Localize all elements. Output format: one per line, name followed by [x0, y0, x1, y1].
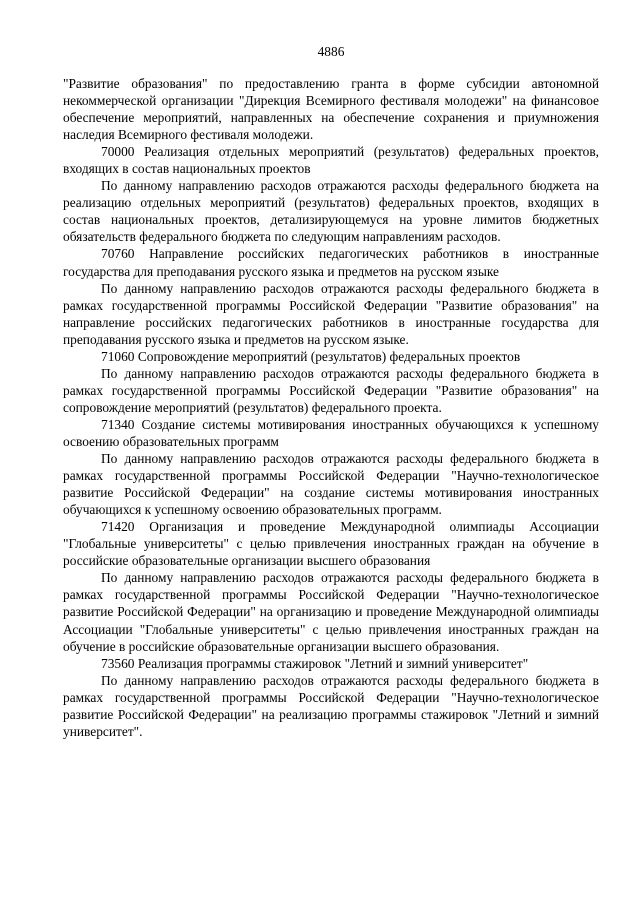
- paragraph-70000-description: По данному направлению расходов отражаются расходы федерального бюджета на реализацию отдельных мероприятий (результатов) федеральных проектов, входящих в состав национальных проектов, детализирующемуся на уровне лимитов бюджетных обязательств федерального бюджета по следующим направлениям расходов.: [63, 178, 599, 245]
- paragraph-73560-description: По данному направлению расходов отражаются расходы федерального бюджета в рамках государственной программы Российской Федерации "Научно-технологическое развитие Российской Федерации" на реализацию программы стажировок "Летний и зимний университет".: [63, 672, 599, 739]
- section-heading-73560: 73560 Реализация программы стажировок "Летний и зимний университет": [101, 655, 529, 671]
- section-heading-70000: 70000 Реализация отдельных мероприятий (результатов) федеральных проектов, входящих в состав национальных проектов: [63, 144, 599, 177]
- paragraph-71340-description: По данному направлению расходов отражаются расходы федерального бюджета в рамках государственной программы Российской Федерации "Научно-технологическое развитие Российской Федерации" на создание системы мотивирования иностранных обучающихся к успешному освоению образовательных программ.: [63, 451, 599, 518]
- section-heading-71420: 71420 Организация и проведение Международной олимпиады Ассоциации "Глобальные университеты" с целью привлечения иностранных граждан на обучение в российские образовательные организации высшего образования: [63, 519, 599, 569]
- section-heading-70760: 70760 Направление российских педагогических работников в иностранные государства для преподавания русского языка и предметов на русском языке: [63, 246, 599, 279]
- section-heading-71340: 71340 Создание системы мотивирования иностранных обучающихся к успешному освоению образовательных программ: [63, 416, 599, 449]
- paragraph-71420-description: По данному направлению расходов отражаются расходы федерального бюджета в рамках государственной программы Российской Федерации "Научно-технологическое развитие Российской Федерации" на организацию и проведение Международной олимпиады Ассоциации "Глобальные университеты" с целью привлечения иностранных граждан на обучение в российские образовательные организации высшего образования.: [63, 570, 599, 654]
- page-number: 4886: [317, 44, 345, 59]
- paragraph-71060-description: По данному направлению расходов отражаются расходы федерального бюджета в рамках государственной программы Российской Федерации "Развитие образования" на сопровождение мероприятий (результатов) федерального проекта.: [63, 365, 599, 415]
- paragraph-70760-description: По данному направлению расходов отражаются расходы федерального бюджета в рамках государственной программы Российской Федерации "Развитие образования" на направление российских педагогических работников в иностранные государства для преподавания русского языка и предметов на русском языке.: [63, 280, 599, 347]
- section-heading-71060: 71060 Сопровождение мероприятий (результатов) федеральных проектов: [101, 348, 521, 364]
- paragraph-continuation: "Развитие образования" по предоставлению гранта в форме субсидии автономной некоммерческой организации "Дирекция Всемирного фестиваля молодежи" на финансовое обеспечение мероприятий, направленных на обеспечение сохранения и приумножения наследия Всемирного фестиваля молодежи.: [63, 76, 599, 143]
